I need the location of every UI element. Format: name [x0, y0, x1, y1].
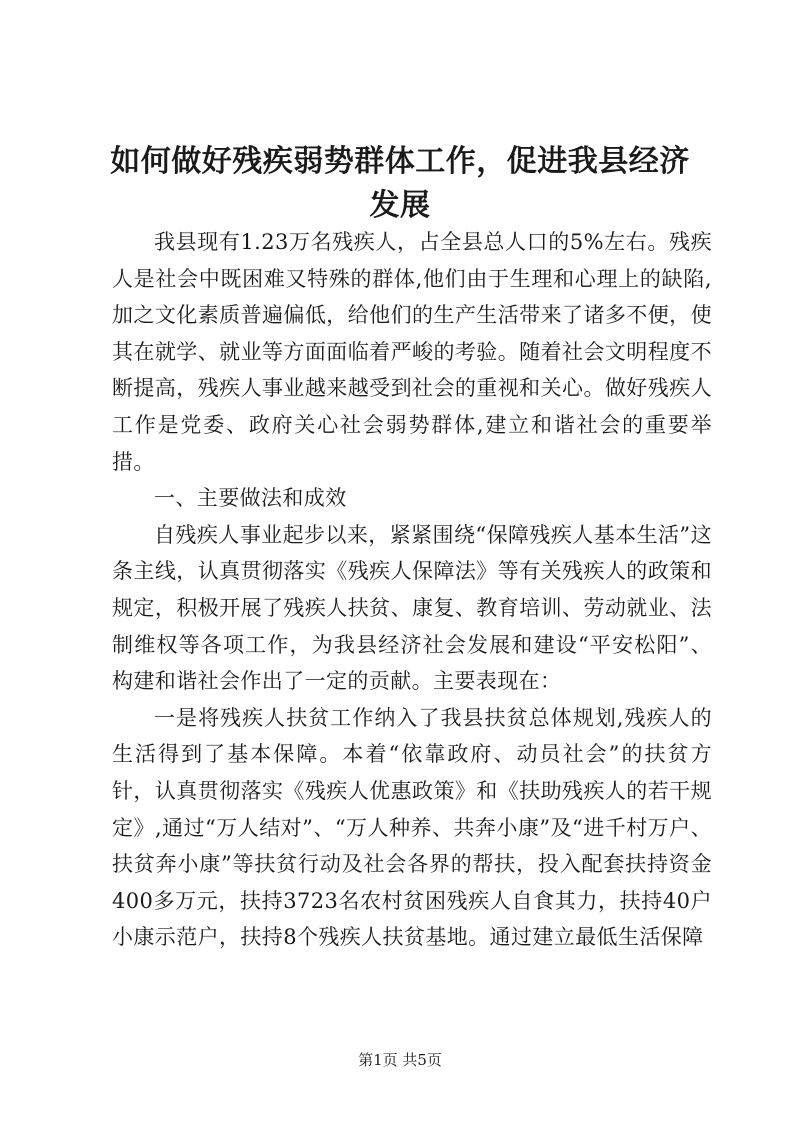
section-heading: 一、主要做法和成效: [154, 486, 347, 511]
body-paragraph: 一是将残疾人扶贫工作纳入了我县扶贫总体规划,残疾人的生活得到了基本保障。本着“依靠政府、动员社会”的扶贫方针，认真贯彻落实《残疾人优惠政策》和《扶助残疾人的若干规定》,通过“万人结对”、“万人种养、共奔小康”及“进千村万户、扶贫奔小康”等扶贫行动及社会各界的帮扶，投入配套扶持资金400多万元，扶持3723名农村贫困残疾人自食其力，扶持40户小康示范户，扶持8个残疾人扶贫基地。通过建立最低生活保障: [112, 705, 712, 950]
intro-paragraph: 我县现有1.23万名残疾人，占全县总人口的5%左右。残疾人是社会中既困难又特殊的群体,他们由于生理和心理上的缺陷,加之文化素质普遍偏低，给他们的生产生活带来了诸多不便，使其在就学、就业等方面面临着严峻的考验。随着社会文明程度不断提高，残疾人事业越来越受到社会的重视和关心。做好残疾人工作是党委、政府关心社会弱势群体,建立和谐社会的重要举措。: [112, 230, 712, 474]
document-title: 如何做好残疾弱势群体工作，促进我县经济发展: [110, 144, 690, 223]
body-paragraph: 自残疾人事业起步以来，紧紧围绕“保障残疾人基本生活”这条主线，认真贯彻落实《残疾人保障法》等有关残疾人的政策和规定，积极开展了残疾人扶贫、康复、教育培训、劳动就业、法制维权等各项工作，为我县经济社会发展和建设“平安松阳”、构建和谐社会作出了一定的贡献。主要表现在：: [112, 522, 712, 694]
document-body: [112, 224, 712, 956]
page-number: 第1页 共5页: [358, 1051, 442, 1069]
